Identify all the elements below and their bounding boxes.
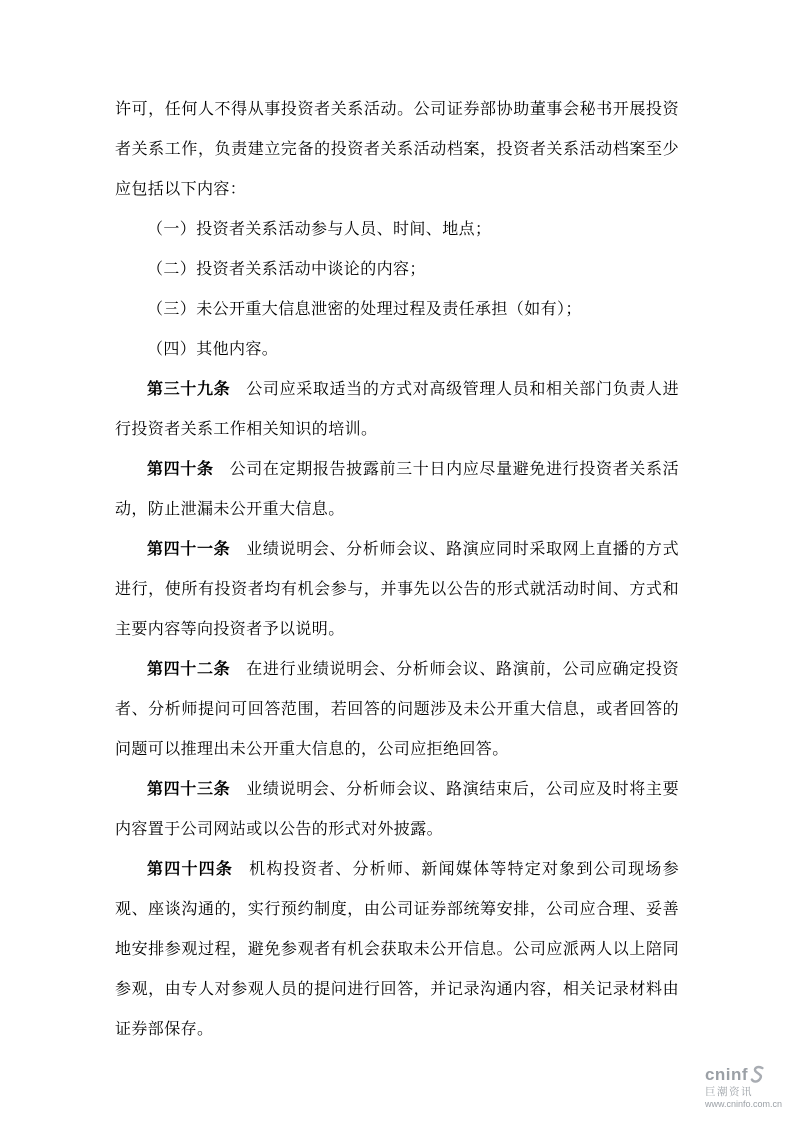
article-number: 第四十条 — [147, 461, 214, 478]
article-number: 第四十三条 — [147, 781, 231, 798]
cninfo-logo — [705, 1065, 782, 1085]
list-item-2: （二）投资者关系活动中谈论的内容； — [147, 261, 426, 278]
article-text: 业绩说明会、分析师会议、路演结束后，公司应及时将主要内容置于公司网站或以公告的形式对外披露。 — [115, 781, 679, 838]
paragraph-continuation: 许可，任何人不得从事投资者关系活动。公司证券部协助董事会秘书开展投资者关系工作，负责建立完备的投资者关系活动档案，投资者关系活动档案至少应包括以下内容： — [115, 101, 679, 198]
cninfo-url-text: www.cninfo.com.cn — [704, 1098, 782, 1109]
list-item-3: （三）未公开重大信息泄密的处理过程及责任承担（如有）； — [147, 301, 582, 318]
cninfo-watermark — [705, 1065, 782, 1109]
document-page — [115, 90, 679, 1050]
article-number: 第四十四条 — [147, 861, 234, 878]
cninfo-swirl-icon — [750, 1065, 767, 1085]
article-number: 第四十一条 — [147, 541, 231, 558]
article-paragraph-43 — [115, 770, 679, 850]
cninfo-brand-text: 巨潮资讯 — [704, 1085, 753, 1098]
article-text: 公司应采取适当的方式对高级管理人员和相关部门负责人进行投资者关系工作相关知识的培训。 — [115, 381, 679, 438]
article-text: 业绩说明会、分析师会议、路演应同时采取网上直播的方式进行，使所有投资者均有机会参与，并事先以公告的形式就活动时间、方式和主要内容等向投资者予以说明。 — [115, 541, 679, 638]
article-text: 在进行业绩说明会、分析师会议、路演前，公司应确定投资者、分析师提问可回答范围，若回答的问题涉及未公开重大信息，或者回答的问题可以推理出未公开重大信息的，公司应拒绝回答。 — [115, 661, 679, 758]
article-paragraph-44 — [115, 850, 679, 1050]
cninfo-logo-text: cninf — [704, 1064, 749, 1084]
article-paragraph-39 — [115, 370, 679, 450]
list-item-1: （一）投资者关系活动参与人员、时间、地点； — [147, 221, 492, 238]
article-number: 第三十九条 — [147, 381, 231, 398]
article-paragraph-42 — [115, 650, 679, 770]
article-paragraph-41 — [115, 530, 679, 650]
article-text: 机构投资者、分析师、新闻媒体等特定对象到公司现场参观、座谈沟通的，实行预约制度，由公司证券部统筹安排，公司应合理、妥善地安排参观过程，避免参观者有机会获取未公开信息。公司应派两人以上陪同参观，由专人对参观人员的提问进行回答，并记录沟通内容，相关记录材料由证券部保存。 — [115, 861, 679, 1038]
list-item-4: （四）其他内容。 — [147, 341, 279, 358]
article-paragraph-40 — [115, 450, 679, 530]
article-text: 公司在定期报告披露前三十日内应尽量避免进行投资者关系活动，防止泄漏未公开重大信息。 — [115, 461, 679, 518]
article-number: 第四十二条 — [147, 661, 231, 678]
